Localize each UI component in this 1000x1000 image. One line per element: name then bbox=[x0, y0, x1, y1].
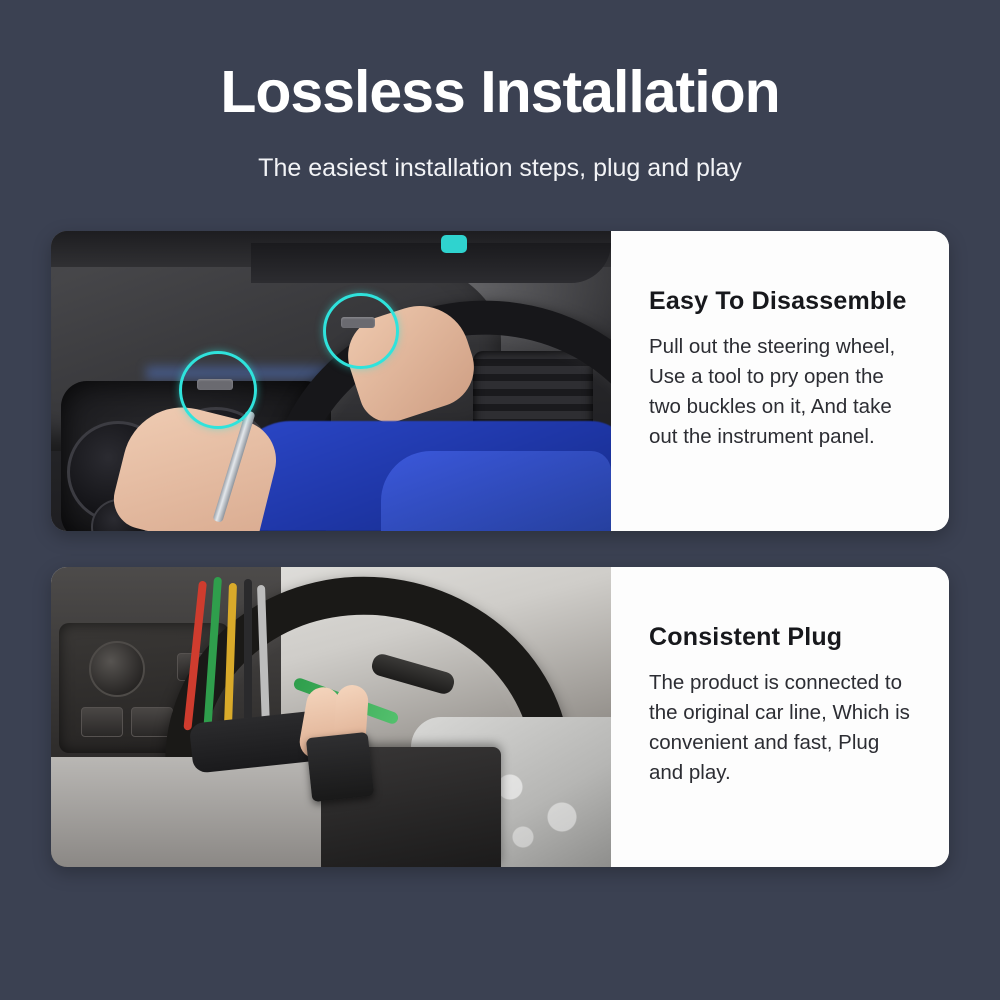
switch-button-a bbox=[81, 707, 123, 737]
feature-card-list bbox=[51, 186, 949, 867]
card-body: The product is connected to the original car line, Which is convenient and fast, Plug and play. bbox=[649, 671, 910, 784]
page-title: Lossless Installation bbox=[220, 59, 780, 125]
feature-card-plug bbox=[51, 567, 949, 867]
wire-black bbox=[244, 579, 252, 737]
highlight-circle-one bbox=[179, 351, 257, 429]
dash-hood bbox=[251, 243, 611, 283]
teal-marker bbox=[441, 235, 467, 253]
card-heading: Easy To Disassemble bbox=[649, 287, 907, 316]
page-header bbox=[0, 0, 1000, 186]
blue-towel-fold bbox=[381, 451, 611, 531]
plug-connector bbox=[306, 732, 374, 802]
light-knob bbox=[89, 641, 145, 697]
lower-panel bbox=[51, 757, 321, 867]
feature-card-text-disassemble bbox=[611, 231, 949, 531]
dashboard-photo bbox=[51, 231, 611, 531]
page-subtitle: The easiest installation steps, plug and play bbox=[258, 153, 742, 182]
card-body: Pull out the steering wheel, Use a tool to pry open the two buckles on it, And take out the instrument panel. bbox=[649, 335, 896, 448]
card-heading: Consistent Plug bbox=[649, 623, 843, 652]
feature-card-text-plug bbox=[611, 567, 949, 867]
feature-card-disassemble bbox=[51, 231, 949, 531]
wiring-photo bbox=[51, 567, 611, 867]
highlight-circle-two bbox=[323, 293, 399, 369]
